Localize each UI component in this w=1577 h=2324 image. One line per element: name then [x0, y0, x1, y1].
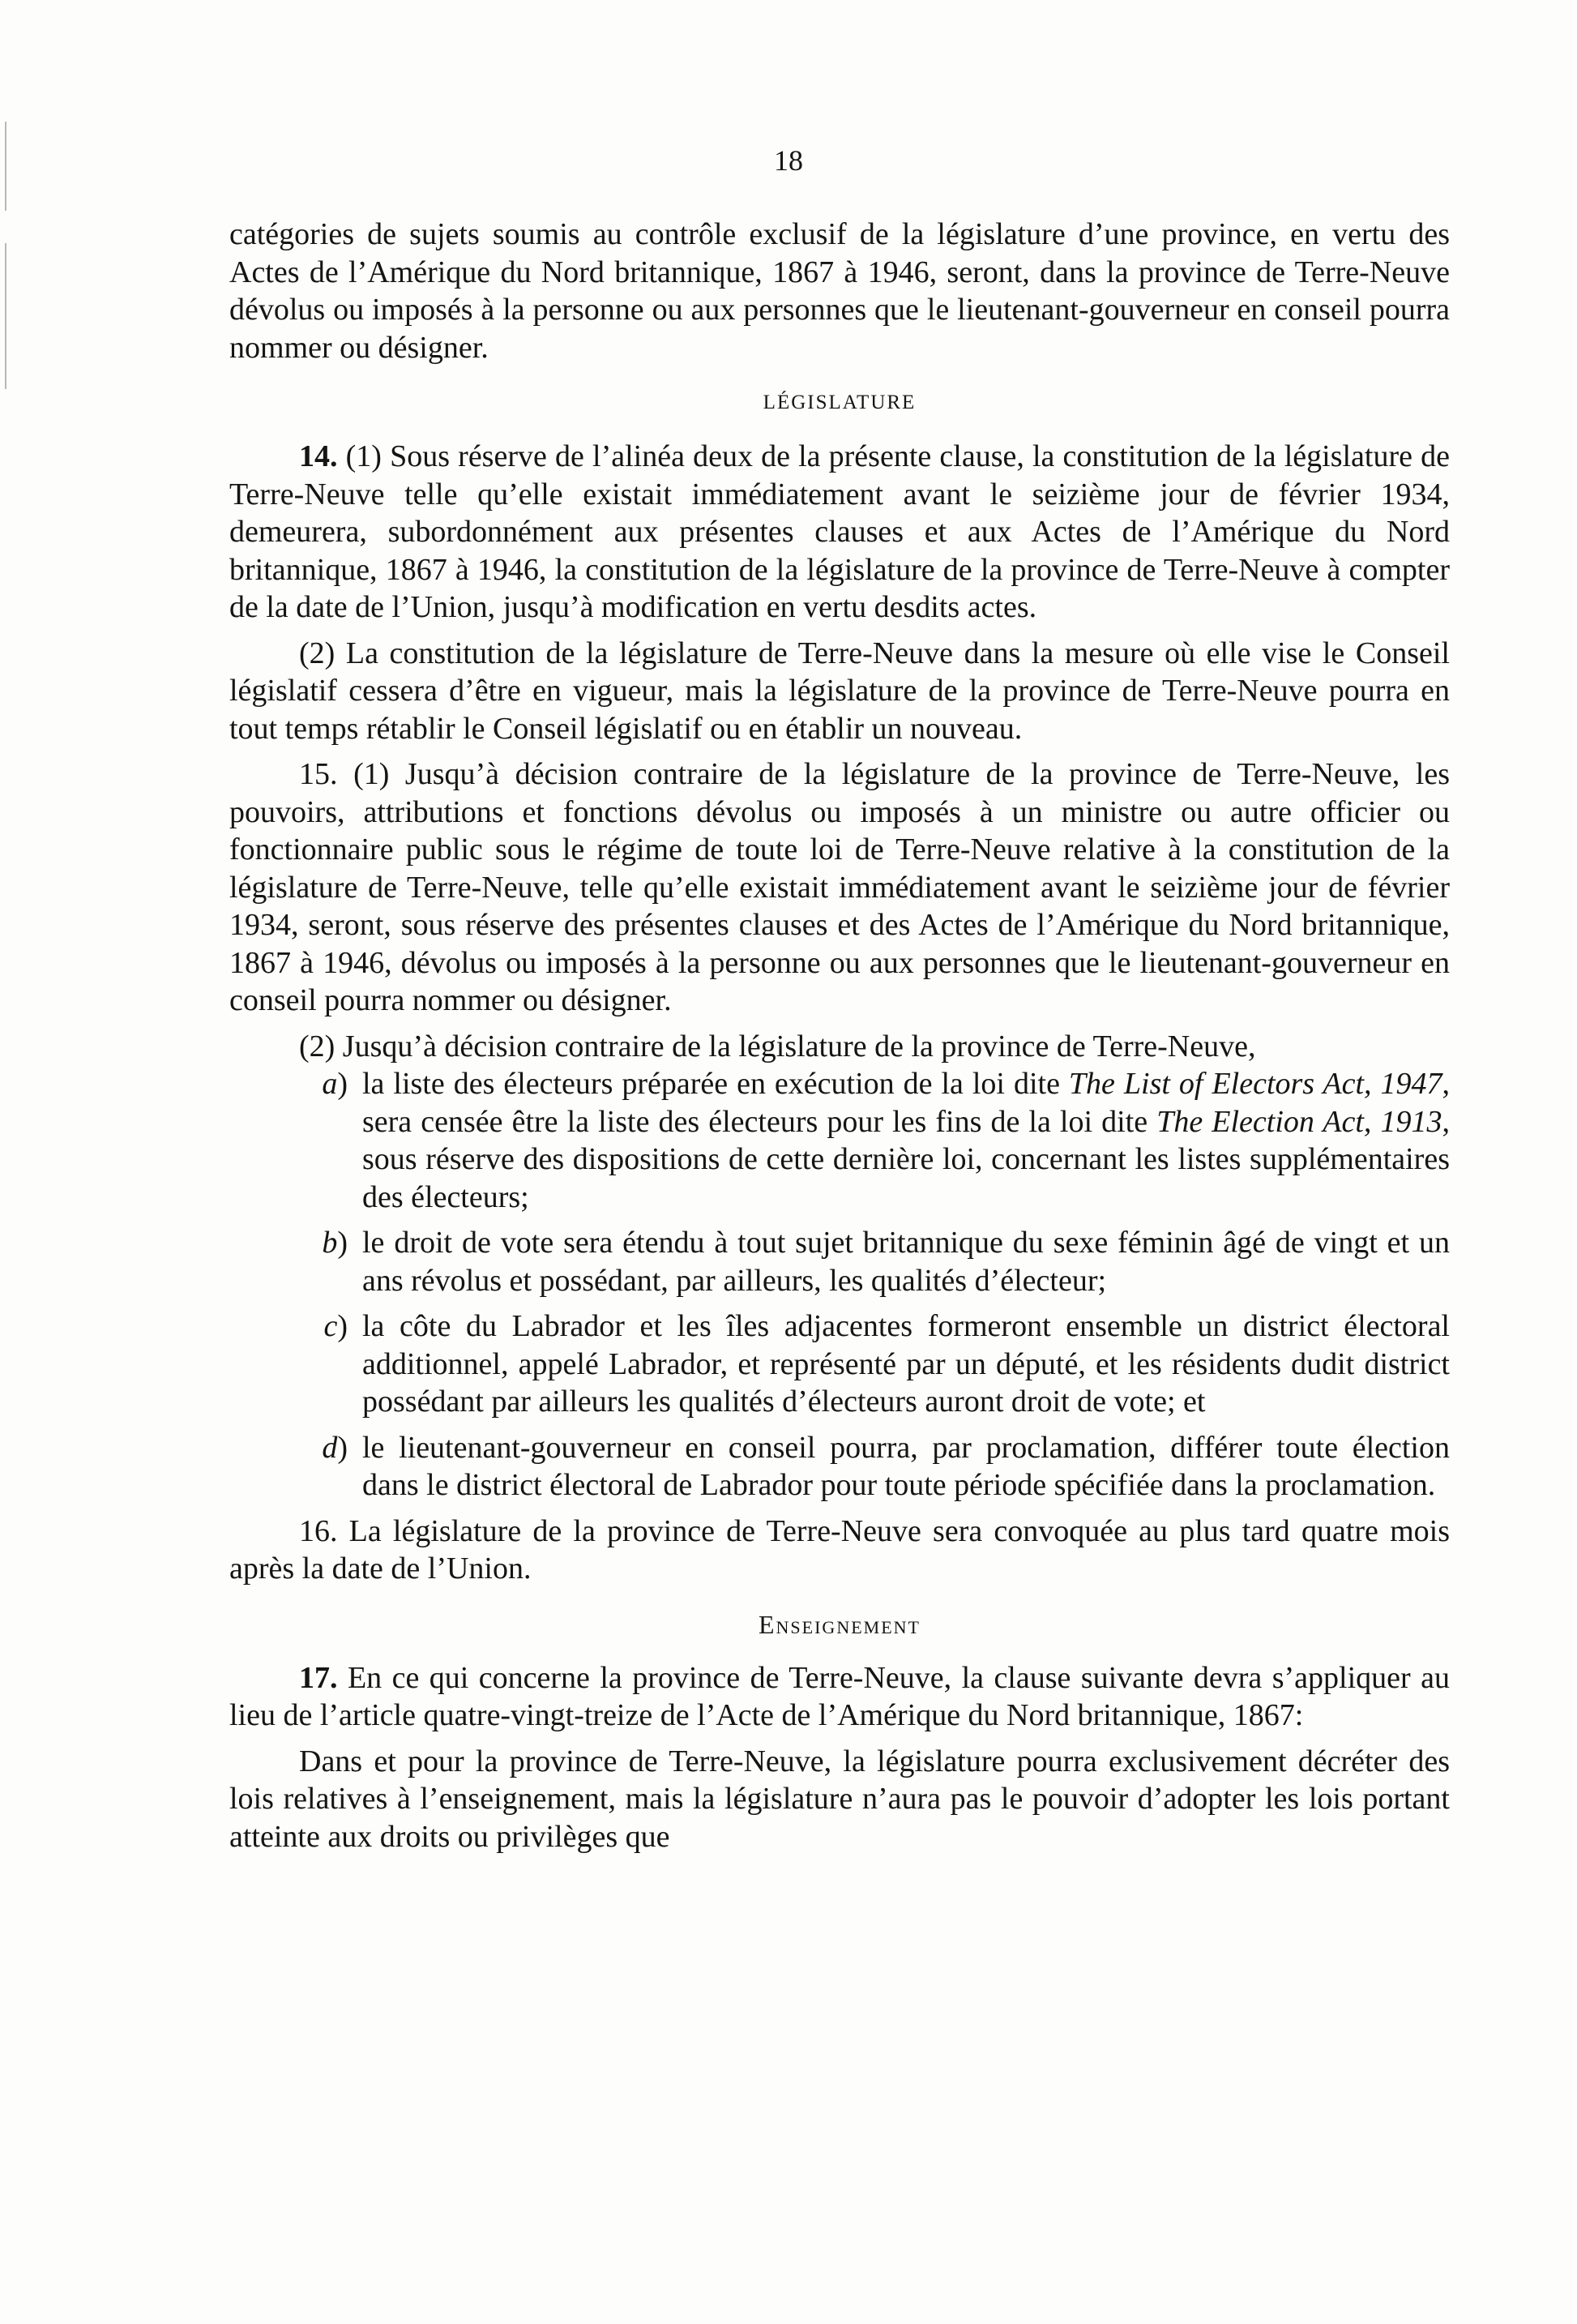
act-title: The List of Electors Act, 1947: [1068, 1067, 1442, 1101]
list-item-d: [229, 1429, 1450, 1504]
clause-14-paragraph-1: [229, 438, 1450, 627]
clause-text: (1) Sous réserve de l’alinéa deux de la présente clause, la constitution de la législature de Terre-Neuve telle qu’elle existait immédiatement avant le seizième jour de février 1934, demeurera, subordonnément aux présentes clauses et aux Actes de l’Amérique du Nord britannique, 1867 à 1946, la constitution de la législature de la province de Terre-Neuve à compter de la date de l’Union, jusqu’à modification en vertu desdits actes.: [229, 439, 1450, 624]
list-item-text: le droit de vote sera étendu à tout sujet britannique du sexe féminin âgé de vingt et un ans révolus et possédant, par ailleurs, les qualités d’électeur;: [362, 1226, 1450, 1298]
list-item-letter: b): [322, 1226, 348, 1260]
clause-number: 14.: [299, 439, 338, 473]
list-item-letter: d): [322, 1430, 348, 1465]
clause-16-paragraph: [229, 1513, 1450, 1588]
clause-text: En ce qui concerne la province de Terre-Neuve, la clause suivante devra s’appliquer au lieu de l’article quatre-vingt-treize de l’Acte de l’Amérique du Nord britannique, 1867:: [229, 1660, 1450, 1732]
clause-15-paragraph-2: (2) Jusqu’à décision contraire de la législature de la province de Terre-Neuve,: [299, 1029, 1256, 1064]
list-item-text: la liste des électeurs préparée en exécution de la loi dite The List of Electors Act, 1947, sera censée être la liste des électeurs pour les fins de la loi dite The Election Act, 1913, sous réserve des dispositions de cette dernière loi, concernant les listes supplémentaires des électeurs;: [362, 1067, 1450, 1214]
list-item-letter: c): [323, 1309, 348, 1343]
clause-number: 15.: [299, 757, 338, 791]
list-item-letter: a): [322, 1067, 348, 1101]
clause-14-paragraph-2: (2) La constitution de la législature de Terre-Neuve dans la mesure où elle vise le Conseil législatif cessera d’être en vigueur, mais la législature de la province de Terre-Neuve pourra en tout temps rétablir le Conseil législatif ou en établir un nouveau.: [229, 636, 1450, 746]
clause-number: 16.: [299, 1513, 338, 1548]
page-number: 18: [774, 144, 803, 177]
list-item-b: [229, 1224, 1450, 1299]
document-body: [229, 216, 1450, 1855]
scan-edge-mark: [5, 243, 6, 389]
list-item-text: la côte du Labrador et les îles adjacentes formeront ensemble un district électoral additionnel, appelé Labrador, et représenté par un député, et les résidents dudit district possédant par ailleurs les qualités d’électeurs auront droit de vote; et: [362, 1309, 1450, 1419]
list-item-a: [229, 1065, 1450, 1216]
list-item-c: [229, 1308, 1450, 1421]
clause-number: 17.: [299, 1660, 338, 1695]
clause-17-paragraph: [229, 1659, 1450, 1735]
section-heading-education: Enseignement: [759, 1609, 921, 1639]
clause-text: La législature de la province de Terre-Neuve sera convoquée au plus tard quatre mois après la date de l’Union.: [229, 1513, 1450, 1586]
clause-text: (1) Jusqu’à décision contraire de la législature de la province de Terre-Neuve, les pouvoirs, attributions et fonctions dévolus ou imposés à un ministre ou autre officier ou fonctionnaire public sous le régime de toute loi de Terre-Neuve relative à la constitution de la législature de Terre-Neuve, telle qu’elle existait immédiatement avant le seizième jour de février 1934, seront, sous réserve des présentes clauses et des Actes de l’Amérique du Nord britannique, 1867 à 1946, dévolus ou imposés à la personne ou aux personnes que le lieutenant-gouverneur en conseil pourra nommer ou désigner.: [229, 757, 1450, 1017]
act-title: The Election Act, 1913: [1156, 1104, 1442, 1139]
clause-17-quoted-provision: Dans et pour la province de Terre-Neuve, la législature pourra exclusivement décréter des lois relatives à l’enseignement, mais la législature n’aura pas le pouvoir d’adopter les lois portant atteinte aux droits ou privilèges que: [229, 1744, 1450, 1854]
clause-15-paragraph-1: [229, 755, 1450, 1020]
list-item-text: le lieutenant-gouverneur en conseil pourra, par proclamation, différer toute élection dans le district électoral de Labrador pour toute période spécifiée dans la proclamation.: [362, 1430, 1450, 1502]
section-heading-legislature: LÉGISLATURE: [763, 392, 917, 413]
opening-paragraph: catégories de sujets soumis au contrôle exclusif de la législature d’une province, en vertu des Actes de l’Amérique du Nord britannique, 1867 à 1946, seront, dans la province de Terre-Neuve dévolus ou imposés à la personne ou aux personnes que le lieutenant-gouverneur en conseil pourra nommer ou désigner.: [229, 217, 1450, 365]
